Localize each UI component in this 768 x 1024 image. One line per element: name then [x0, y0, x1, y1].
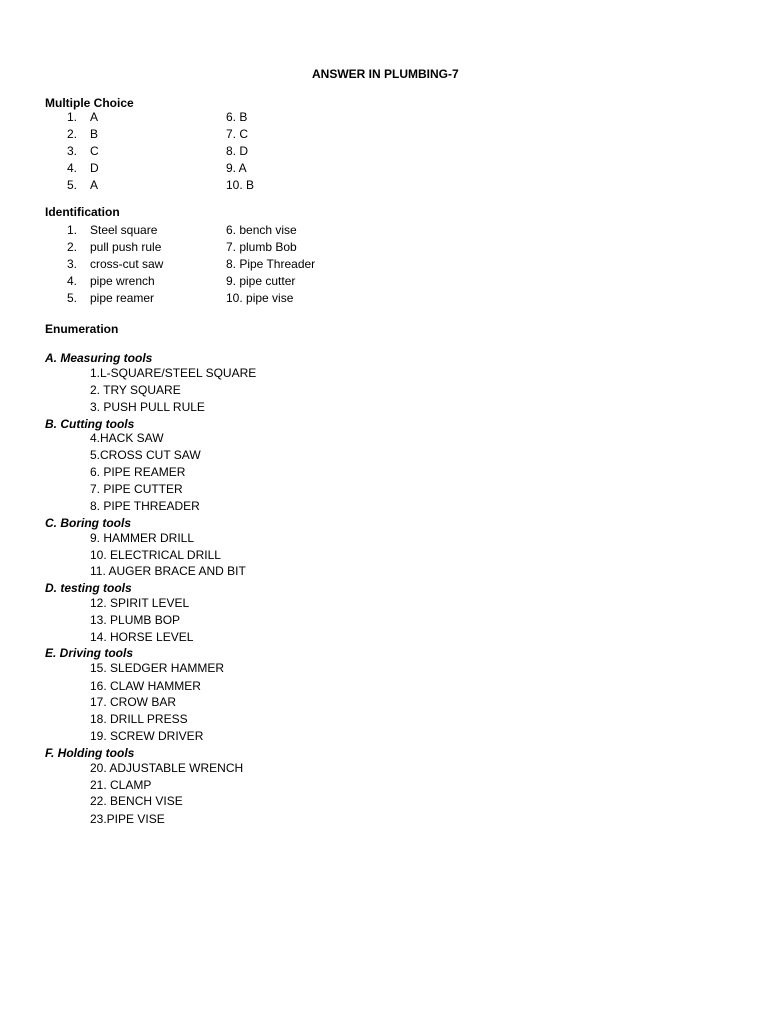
- list-item-answer: D: [90, 161, 99, 175]
- list-item-answer: C: [90, 144, 99, 158]
- list-item: 1.L-SQUARE/STEEL SQUARE: [90, 366, 257, 380]
- list-item: 10. pipe vise: [226, 291, 294, 305]
- list-item: 7. C: [226, 127, 249, 141]
- group-heading: D. testing tools: [45, 581, 132, 595]
- list-item-answer: B: [90, 127, 99, 141]
- list-item: 11. AUGER BRACE AND BIT: [90, 564, 246, 578]
- list-item: 14. HORSE LEVEL: [90, 630, 194, 644]
- list-item: 19. SCREW DRIVER: [90, 729, 204, 743]
- list-item: 10. ELECTRICAL DRILL: [90, 548, 221, 562]
- list-item-answer: A: [90, 110, 99, 124]
- list-item-number: 2.: [67, 240, 78, 254]
- list-item-answer: Steel square: [90, 223, 158, 237]
- list-item-answer: pipe wrench: [90, 274, 155, 288]
- list-item: 8. PIPE THREADER: [90, 499, 200, 513]
- list-item: 4.HACK SAW: [90, 431, 164, 445]
- group-heading: C. Boring tools: [45, 516, 131, 530]
- list-item: 6. B: [226, 110, 248, 124]
- list-item: 9. A: [226, 161, 247, 175]
- list-item: 3. PUSH PULL RULE: [90, 400, 205, 414]
- list-item: 21. CLAMP: [90, 778, 152, 792]
- list-item: 9. HAMMER DRILL: [90, 531, 195, 545]
- list-item-number: 4.: [67, 161, 78, 175]
- list-item: 18. DRILL PRESS: [90, 712, 188, 726]
- list-item: 8. D: [226, 144, 249, 158]
- list-item: 2. TRY SQUARE: [90, 383, 181, 397]
- list-item-number: 2.: [67, 127, 78, 141]
- list-item: 7. plumb Bob: [226, 240, 297, 254]
- list-item: 23.PIPE VISE: [90, 812, 165, 826]
- list-item-number: 3.: [67, 257, 78, 271]
- section-heading-enumeration: Enumeration: [45, 322, 119, 336]
- list-item: 5.CROSS CUT SAW: [90, 448, 201, 462]
- list-item: 20. ADJUSTABLE WRENCH: [90, 761, 244, 775]
- section-heading-multiple-choice: Multiple Choice: [45, 96, 134, 110]
- page-title: ANSWER IN PLUMBING-7: [312, 67, 459, 81]
- list-item-answer: pipe reamer: [90, 291, 155, 305]
- list-item: 10. B: [226, 178, 255, 192]
- list-item-number: 5.: [67, 178, 78, 192]
- list-item: 16. CLAW HAMMER: [90, 679, 201, 693]
- group-heading: A. Measuring tools: [45, 351, 153, 365]
- group-heading: E. Driving tools: [45, 646, 134, 660]
- list-item-number: 5.: [67, 291, 78, 305]
- list-item-number: 4.: [67, 274, 78, 288]
- group-heading: B. Cutting tools: [45, 417, 135, 431]
- list-item-answer: cross-cut saw: [90, 257, 164, 271]
- list-item-number: 1.: [67, 223, 78, 237]
- list-item: 17. CROW BAR: [90, 695, 177, 709]
- list-item: 9. pipe cutter: [226, 274, 296, 288]
- list-item: 6. PIPE REAMER: [90, 465, 186, 479]
- list-item: 8. Pipe Threader: [226, 257, 316, 271]
- list-item-number: 3.: [67, 144, 78, 158]
- list-item: 15. SLEDGER HAMMER: [90, 661, 225, 675]
- list-item: 22. BENCH VISE: [90, 794, 183, 808]
- group-heading: F. Holding tools: [45, 746, 135, 760]
- list-item-answer: A: [90, 178, 99, 192]
- section-heading-identification: Identification: [45, 205, 120, 219]
- list-item: 7. PIPE CUTTER: [90, 482, 183, 496]
- list-item-answer: pull push rule: [90, 240, 162, 254]
- list-item: 6. bench vise: [226, 223, 297, 237]
- list-item-number: 1.: [67, 110, 78, 124]
- list-item: 12. SPIRIT LEVEL: [90, 596, 190, 610]
- list-item: 13. PLUMB BOP: [90, 613, 181, 627]
